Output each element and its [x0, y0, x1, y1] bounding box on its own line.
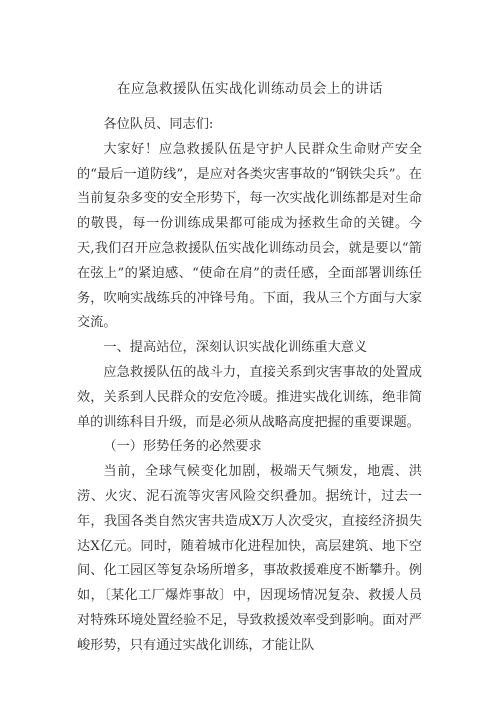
salutation: 各位队员、同志们:	[103, 117, 214, 132]
section-paragraph-1: 应急救援队伍的战斗力，直接关系到灾害事故的处置成效，关系到人民群众的安危冷暖。推进实战化训练，绝非简单的训练科目升级，而是必须从战略高度把握的重要课题。	[77, 364, 422, 430]
document-body	[77, 113, 422, 659]
opening-paragraph: 大家好！应急救援队伍是守护人民群众生命财产安全的“最后一道防线”，是应对各类灾害事故的“钢铁尖兵”。在当前复杂多变的安全形势下，每一次实战化训练都是对生命的敬畏，每一份训练成果都可能成为拯救生命的关键。今天,我们召开应急救援队伍实战化训练动员会，就是要以“箭在弦上”的紧迫感、“使命在肩”的责任感，全面部署训练任务，吹响实战练兵的冲锋号角。下面，我从三个方面与大家交流。	[77, 141, 422, 331]
subsection-heading-1: （一）形势任务的必然要求	[103, 439, 262, 455]
subsection-paragraph-1: 当前，全球气候变化加剧，极端天气频发，地震、洪涝、火灾、泥石流等灾害风险交织叠加。据统计，过去一年，我国各类自然灾害共造成X万人次受灾，直接经济损失达X亿元。同时，随着城市化进程加快，高层建筑、地下空间、化工园区等复杂场所增多，事故救援难度不断攀升。例如，〔某化工厂爆炸事故〕中，因现场情况复杂、救援人员对特殊环境处置经验不足，导致救援效率受到影响。面对严峻形势，只有通过实战化训练，才能让队	[77, 464, 422, 653]
document-title: 在应急救援队伍实战化训练动员会上的讲话	[117, 81, 383, 97]
section-heading-1: 一、提高站位，深刻认识实战化训练重大意义	[103, 340, 368, 356]
